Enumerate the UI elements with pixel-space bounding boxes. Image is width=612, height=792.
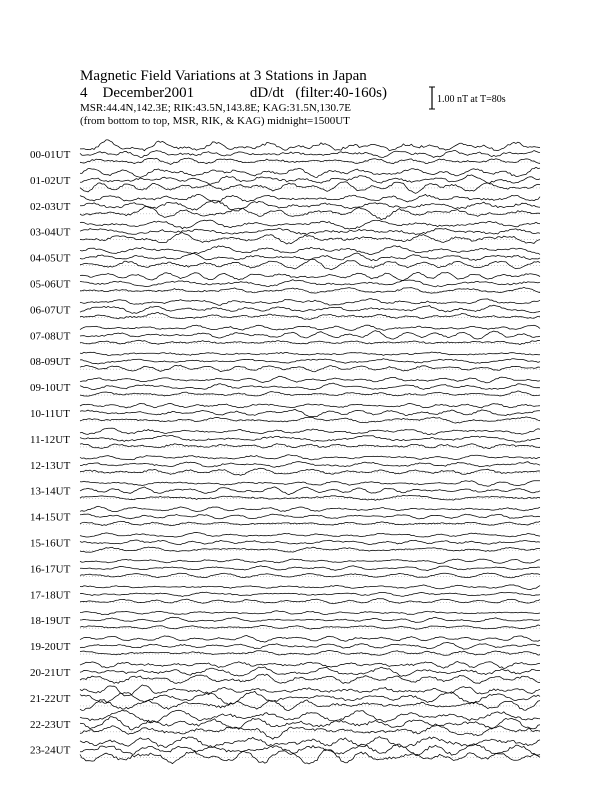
hour-label: 01-02UT	[30, 174, 71, 187]
trace-msr	[80, 182, 540, 194]
trace-msr	[80, 700, 540, 711]
trace-rik	[80, 383, 540, 390]
trace-rik	[80, 409, 540, 416]
trace-rik	[80, 667, 540, 676]
trace-rik	[80, 175, 540, 184]
trace-rik	[80, 566, 540, 571]
trace-msr	[80, 725, 540, 739]
trace-msr	[80, 287, 540, 293]
trace-kag	[80, 585, 540, 590]
trace-rik	[80, 592, 540, 596]
hour-label: 00-01UT	[30, 149, 71, 161]
trace-msr	[80, 417, 540, 423]
date-day: 4	[80, 85, 88, 101]
date-month-year: December2001	[102, 85, 195, 101]
hour-label: 19-20UT	[30, 641, 71, 654]
trace-rik	[80, 253, 540, 261]
trace-kag	[80, 636, 540, 643]
trace-kag	[80, 662, 540, 669]
trace-kag	[80, 272, 540, 280]
trace-kag	[80, 428, 540, 435]
hour-label: 21-22UT	[30, 692, 71, 705]
hour-label: 04-05UT	[30, 252, 71, 265]
trace-msr	[80, 547, 540, 552]
trace-kag	[80, 737, 540, 748]
hour-label: 06-07UT	[30, 304, 71, 317]
trace-msr	[80, 340, 540, 344]
trace-kag	[80, 403, 540, 408]
trace-kag	[80, 376, 540, 383]
hour-label: 08-09UT	[30, 356, 71, 369]
quantity-label: dD/dt	[249, 85, 285, 101]
trace-msr	[80, 206, 540, 219]
trace-rik	[80, 305, 540, 313]
trace-rik	[80, 691, 540, 704]
filter-label: (filter:40-160s)	[295, 85, 387, 101]
trace-msr	[80, 313, 540, 320]
trace-rik	[80, 280, 540, 287]
trace-msr	[80, 651, 540, 656]
trace-kag	[80, 611, 540, 615]
trace-kag	[80, 506, 540, 511]
station-order-note: (from bottom to top, MSR, RIK, & KAG) midnight=1500UT	[80, 115, 350, 127]
hour-label: 11-12UT	[30, 433, 70, 446]
hour-label: 23-24UT	[30, 744, 71, 757]
trace-rik	[80, 717, 540, 730]
trace-msr	[80, 625, 540, 629]
trace-kag	[80, 532, 540, 537]
hour-label: 02-03UT	[30, 200, 71, 213]
trace-kag	[80, 325, 540, 330]
trace-kag	[80, 246, 540, 255]
trace-kag	[80, 140, 540, 151]
trace-msr	[80, 674, 540, 683]
trace-rik	[80, 200, 540, 211]
trace-kag	[80, 455, 540, 460]
trace-kag	[80, 299, 540, 306]
hour-label: 05-06UT	[30, 278, 71, 291]
hour-label: 12-13UT	[30, 459, 71, 472]
trace-kag	[80, 481, 540, 487]
trace-msr	[80, 495, 540, 500]
trace-rik	[80, 151, 540, 158]
trace-msr	[80, 468, 540, 475]
trace-msr	[80, 259, 540, 270]
trace-msr	[80, 233, 540, 245]
chart-title: Magnetic Field Variations at 3 Stations in Japan	[80, 68, 367, 84]
hour-label: 07-08UT	[30, 330, 71, 343]
trace-msr	[80, 444, 540, 449]
trace-msr	[80, 599, 540, 604]
hour-label: 20-21UT	[30, 667, 71, 679]
hour-label: 16-17UT	[30, 563, 71, 576]
hour-label: 13-14UT	[30, 485, 71, 498]
trace-rik	[80, 462, 540, 468]
trace-rik	[80, 617, 540, 622]
trace-rik	[80, 642, 540, 649]
trace-msr	[80, 749, 540, 764]
trace-msr	[80, 573, 540, 578]
hour-label: 14-15UT	[30, 511, 71, 524]
trace-kag	[80, 194, 540, 203]
station-coordinates: MSR:44.4N,142.3E; RIK:43.5N,143.8E; KAG:31.5N,130.7E	[80, 102, 352, 114]
hour-label: 15-16UT	[30, 537, 71, 550]
trace-rik	[80, 514, 540, 519]
hour-label: 22-23UT	[30, 718, 71, 731]
hour-label: 18-19UT	[30, 615, 71, 628]
trace-msr	[80, 365, 540, 372]
scale-bar-label: 1.00 nT at T=80s	[437, 94, 506, 105]
trace-rik	[80, 540, 540, 545]
trace-kag	[80, 167, 540, 177]
hour-label: 03-04UT	[30, 226, 71, 239]
trace-msr	[80, 158, 540, 165]
trace-rik	[80, 331, 540, 339]
trace-rik	[80, 435, 540, 442]
trace-kag	[80, 559, 540, 564]
hour-label: 09-10UT	[30, 382, 71, 395]
trace-rik	[80, 228, 540, 234]
trace-kag	[80, 220, 540, 229]
trace-rik	[80, 487, 540, 495]
trace-rik	[80, 359, 540, 364]
hour-label: 17-18UT	[30, 589, 71, 602]
trace-msr	[80, 521, 540, 526]
hour-label: 10-11UT	[30, 408, 70, 420]
trace-kag	[80, 685, 540, 696]
trace-kag	[80, 352, 540, 356]
